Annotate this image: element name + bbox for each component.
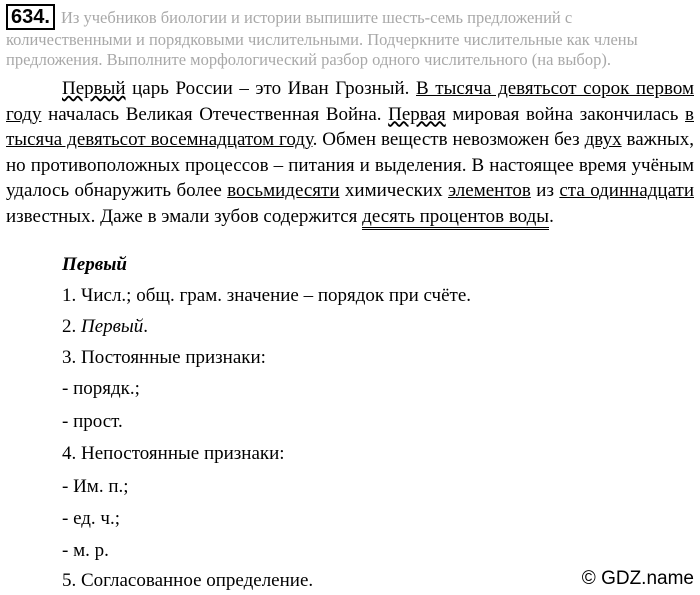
text-fragment: мировая война закончилась (445, 103, 686, 125)
numeral-adverbial: в тысяча девятьсот восемнадцатом году (6, 103, 694, 150)
analysis-item-3: 3. Постоянные признаки: (62, 347, 266, 368)
text-fragment: химических (339, 180, 448, 201)
task-text: Из учебников биологии и истории выпишите шесть-семь предложений с количественными и порядковыми числительными. Подчеркните числительные как члены предложения. Выполните морфологический разбор одного числительного (на выбор). (6, 8, 638, 69)
numeral-adverbial: В тысяча девятьсот сорок первом году (6, 78, 694, 125)
analysis-item-2-word: Первый (81, 316, 144, 337)
text-fragment: . Обмен веществ невозможен без (312, 129, 585, 150)
text-fragment: из (530, 180, 560, 201)
analysis-item-4: - порядк.; (62, 378, 140, 399)
numeral-object: элементов (447, 180, 531, 201)
text-fragment: началась Великая Отечественная Война. (41, 103, 389, 125)
text-fragment: важных, но противоположных процессов – питания и выделения. В настоящее время учёным удалось обнаружить более (6, 129, 694, 201)
analysis-item-9: - м. р. (62, 540, 109, 561)
text-fragment: царь России – это Иван Грозный. (125, 78, 417, 99)
numeral-subject: десять процентов воды (362, 206, 549, 230)
analysis-item-6: 4. Непостоянные признаки: (62, 443, 285, 464)
text-fragment: . (549, 205, 554, 227)
analysis-item-10: 5. Согласованное определение. (62, 570, 314, 591)
analysis-item-2 (62, 316, 148, 338)
analysis-item-7: - Им. п.; (62, 476, 129, 497)
text-fragment: известных. Даже в эмали зубов содержится (6, 205, 363, 227)
analysis-item-5: - прост. (62, 411, 123, 432)
numeral-object: двух (584, 129, 622, 150)
answer-paragraph (6, 76, 694, 229)
analysis-item-2-prefix: 2. (62, 316, 81, 337)
numeral-attribute: Первая (388, 103, 446, 125)
numeral-object: ста одиннадцати (559, 180, 694, 201)
task-number: 634. (6, 4, 55, 30)
numeral-attribute: Первый (62, 78, 126, 99)
analysis-heading: Первый (62, 254, 127, 275)
task-statement (6, 4, 694, 70)
numeral-object: восьмидесяти (227, 180, 340, 201)
analysis-item-1: 1. Числ.; общ. грам. значение – порядок при счёте. (62, 285, 472, 306)
watermark: © GDZ.name (581, 568, 694, 589)
analysis-item-2-suffix: . (143, 316, 149, 337)
analysis-item-8: - ед. ч.; (62, 508, 121, 529)
